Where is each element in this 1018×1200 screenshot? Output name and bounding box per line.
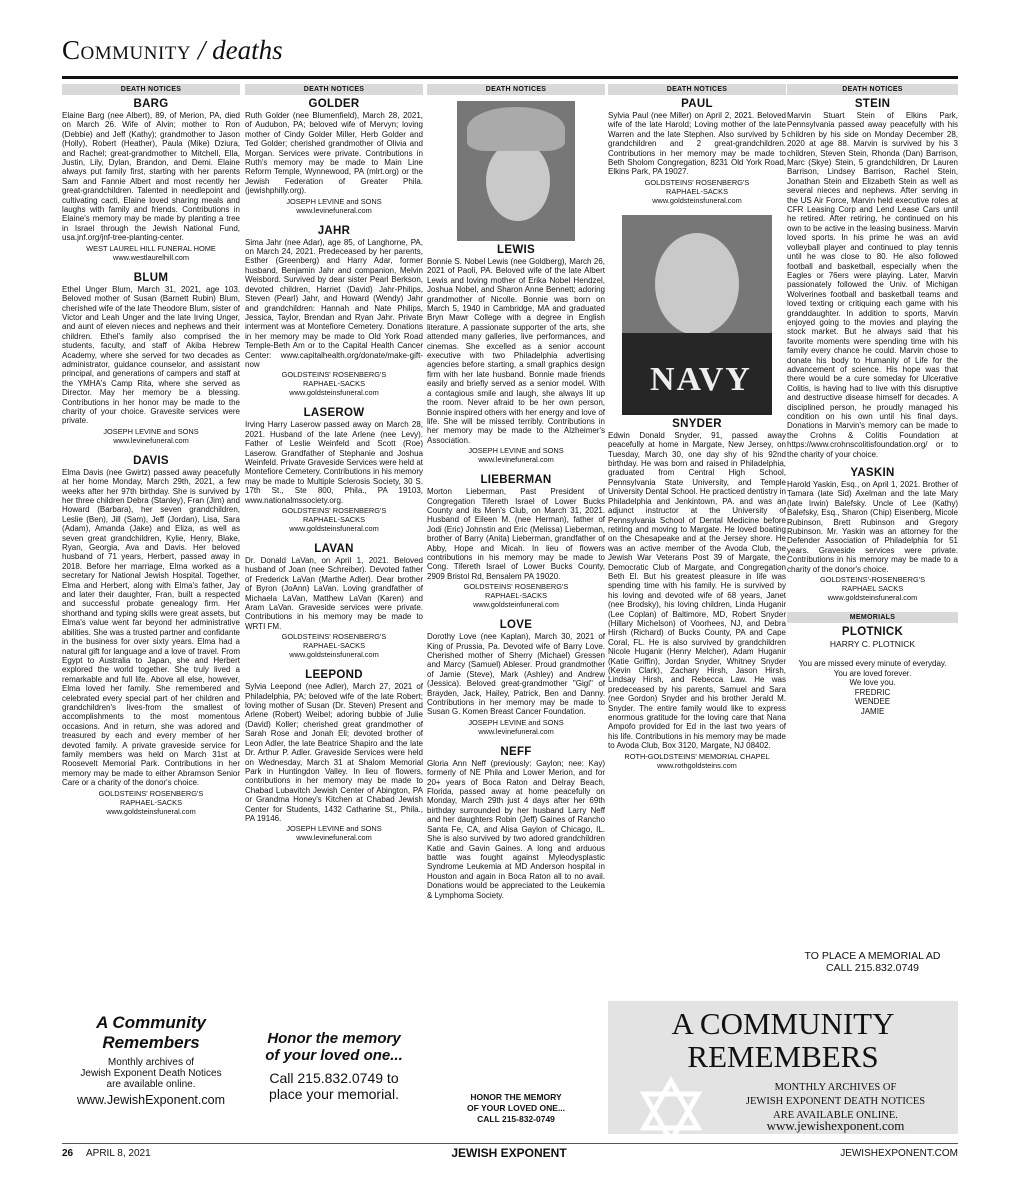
notice-sig-jahr: GOLDSTEINS' ROSENBERG'S RAPHAEL-SACKS www.goldsteinsfuneral.com xyxy=(281,370,387,398)
notice-sig-leepond: JOSEPH LEVINE and SONS www.levinefuneral.com xyxy=(286,824,382,843)
memorial-ad-line-2: CALL 215.832.0749 xyxy=(825,962,920,974)
notice-text-golder: Ruth Golder (nee Blumenfield), March 28, 2021, of Audubon, PA; beloved wife of Mervyn; loving mother of Cindy Golder Miller, Herb Golder and Ted Golder; cherished grandmother of Olivia and Morgan. Services were private. Contributions in Ruth's memory may be made to Main Line Reform Temple, Wynnewood, PA (mlrt.org) or the Jewish Federation of Greater Phila. (jewishphilly.org). xyxy=(245,111,423,196)
section-title: Community xyxy=(62,35,192,65)
page-number: 26 xyxy=(62,1148,74,1159)
lewis-photo-hat xyxy=(467,107,565,151)
promo-line-1: Monthly archives of xyxy=(107,1057,195,1068)
notice-text-snyder: Edwin Donald Snyder, 91, passed away peacefully at home in Margate, New Jersey, on Tuesday, March 30, one day shy of his 92nd birthday. He was born and raised in Philadelphia, graduated from Central High School, Pennsylvania State University, and Temple University Dental School. He practiced dentistry in Philadelphia and Jenkintown, PA. and was an adjunct instructor at the University of Pennsylvania School of Dental Medicine before retiring and moving to Margate. He loved boating on the Chesapeake and at the Jersey shore. He was an active member of the Avoda Club, the Jewish War Veterans Post 39 of Margate, the Democratic Club of Margate, and Congregation Beth El. But his greatest pleasure in life was spending time with his family. He is survived by his loving and devoted wife of 68 years, Janet (nee Brodsky), his loving children, Linda Huganir (Lee Coplan) of Baltimore, MD, Robert Snyder (Hillary Michelson) of Voorhees, NJ, and Debra Hirsh (Richard) of Bucks County, PA and Cape Coral, FL. He is also survived by grandchildren Nicole Huganir (Henry Melcher), Adam Huganir (Katie Griffin), Jordan Snyder, Whitney Snyder (Kevin Clark), Zachary Hirsh, Jason Hirsh, Lindsay Hirsh, and Rebecca Law. He was predeceased by his parents, Samuel and Sara (nee Gordon) Snyder and his brother Jerald M. Snyder. The entire family would like to express enormous gratitude for the loving care that Nana Ampofo provided for Ed in the last two years of his life. Contributions in his memory may be made to Avoda Club, Box 3120, Margate, NJ 08402. xyxy=(608,430,786,751)
notice-text-love: Dorothy Love (nee Kaplan), March 30, 2021 of King of Prussia, Pa. Devoted wife of Barry Love. Cherished mother of Sherry (Michael) Gressen and Marcy (Samuel) Ableser. Proud grandmother of Jamie (Steve), Mark (Ashley) and Andrew (Jessica). Beloved great-grandmother "Gigi" of Brayden, Jack, Hailey, Patrick, Ben and Danny. Contributions in her memory may be made to Susan G. Komen Breast Cancer Foundation. xyxy=(427,632,605,717)
notice-name-paul: PAUL xyxy=(681,98,713,110)
notice-sig-lewis: JOSEPH LEVINE and SONS www.levinefuneral.com xyxy=(468,446,564,465)
issue-date: APRIL 8, 2021 xyxy=(86,1148,151,1159)
column-4 xyxy=(608,84,786,780)
notice-text-stein: Marvin Stuart Stein of Elkins Park, Pennsylvania passed away peacefully with his children by his side on Monday December 28, 2020 at age 88. Marvin is survived by his 3 children, Steven Stein, Rhonda (Dan) Barrison, Marc (Skye) Stein, 5 grandchildren, Dr Lauren Barrison, Lindsey Barrison, Rachel Stein, Jonathan Stein and Elizabeth Stein as well as several nieces and nephews. After serving in the US Air Force, Marvin held executive roles at CFR Leasing Corp and Lend Lease Cars until he retired. After retiring, he continued on his own to be active in the leasing business. Marvin loved sports. In his prime he was an avid volleyball player and continued to play tennis until he was close to 80. He also followed football and basketball, especially when the Eagles or 76ers were playing. Later, Marvin passionately followed the Univ. of Michigan Wolverines football and basketball teams and loved texting or critiquing each game with his granddaughter. In addition to sports, Marvin enjoyed going to the movies and playing the stock market. But he always said that his favorite moments were spending time with his family every chance he could. Marvin chose to donate his body to Humanity of Life for the advancement of science. His hope was that there would be a cure someday for Ulcerative Colitis, is having had to live with this disruptive and destructive disease himself for decades. A disciplined person, he proudly managed his condition on his own until his final days. Donations in Marvin's memory can be made to the Crohns & Colitis Foundation at https://www.crohnscolitisfoundation.org/ or to the charity of your choice. xyxy=(787,111,958,459)
notice-name-lavan: LAVAN xyxy=(314,543,354,555)
header-rule xyxy=(62,76,958,79)
notice-sig-lieberman: GOLDSTEINS' ROSENBERG'S RAPHAEL-SACKS www.goldsteinfuneral.com xyxy=(463,582,569,610)
notice-sig-love: JOSEPH LEVINE and SONS www.levinefuneral.com xyxy=(468,717,564,736)
notice-name-jahr: JAHR xyxy=(317,224,351,237)
notice-name-barg: BARG xyxy=(133,98,169,110)
band-death-notices: DEATH NOTICES xyxy=(245,84,423,95)
notice-text-barg: Elaine Barg (nee Albert), 89, of Merion, PA, died on March 26. Wife of Alvin; mother to Ron (Debbie) and Jeff (Kathy); grandmother to Jason (Holly), Robert (Heather), Paula (Mike) Dziura, and Rachel; great-grandmother to Mitchell, Ella, Justin, Lily, Dylan, Brandon, and Demi. Elaine always put family first, starting with her parents Sam and Fannie Albert and most recently her great-grandchildren. Talented in needlepoint and cultivating cacti, Elaine loved sharing meals and laughs with family and friends. Contributions in Elaine's memory may be made by planting a tree in Israel through the Jewish National Fund, usa.jnf.org/jnf-tree-planting-center. xyxy=(62,111,240,243)
section-subtitle: deaths xyxy=(212,35,283,65)
notice-text-yaskin: Harold Yaskin, Esq., on April 1, 2021. Brother of Tamara (late Sid) Axelman and the late Mary (late Irwin) Balefsky. Uncle of Lee (Kathy) Balefsky, Esq., Sharon (Chip) Eisenberg, Micole Rubinson, Brett Rubinson and Gregory Rubinson. Mr. Yaskin was an attorney for the Defender Association of Philadelphia for 51 years. Graveside services were private. Contributions in his memory may be made to a charity of the donor's choice. xyxy=(787,480,958,574)
notice-sig-laserow: GOLDSTEINS' ROSENBERG'S RAPHAEL-SACKS www.goldsteinsfuneral.com xyxy=(281,506,387,533)
notice-sig-golder: JOSEPH LEVINE and SONS www.levinefuneral.com xyxy=(286,196,382,215)
ad-url[interactable]: www.jewishexponent.com xyxy=(766,1118,905,1133)
notice-name-blum: BLUM xyxy=(133,271,169,284)
ad-title-2: REMEMBERS xyxy=(687,1039,879,1074)
promo-line-2: Jewish Exponent Death Notices xyxy=(80,1068,222,1079)
notice-text-jahr: Sima Jahr (nee Adar), age 85, of Langhorne, PA, on March 24, 2021. Predeceased by her parents, Esther (Greenberg) and Harry Adar, former husband, Benjamin Jahr and companion, Melvin Weisbord. Survived by dear sister Pearl Berkson, devoted children, Harriet (David) Jahr-Philips, Steven (Pearl) Jahr, and Howard (Wendy) Jahr and grandchildren: Hannah and Nate Philips, Jessica, Taylor, Brendan and Ryan Jahr. Private interment was at Montefiore Cemetery. Donations in her memory may be made to Old York Road Temple-Beth Am or to the Capital Health Cancer Center: www.capitalhealth.org/donate/make-gift-now xyxy=(245,237,423,369)
band-death-notices: DEATH NOTICES xyxy=(62,84,240,95)
ad-line-2: JEWISH EXPONENT DEATH NOTICES xyxy=(745,1096,926,1107)
promo-url[interactable]: www.JewishExponent.com xyxy=(77,1093,225,1107)
notice-sig-lavan: GOLDSTEINS' ROSENBERG'S RAPHAEL-SACKS www.goldsteinsfuneral.com xyxy=(281,632,387,660)
ad-title-1: A COMMUNITY xyxy=(671,1006,895,1041)
community-remembers-ad xyxy=(608,1001,958,1134)
notice-text-davis: Elma Davis (nee Gwirtz) passed away peacefully at her home Monday, March 29th, 2021, a few weeks after her 97th birthday. She is survived by her three children Debra (Stanley), Fran (Jim) and Howard (Barbara), her seven grandchildren, Leslie (Ben), Jill (Sam), Jeff (Jordan), Lisa, Sara (Adam), Amanda (Jake) and Eliza, as well as seven great grandchildren, Kylie, Henry, Blake, Ryan, Georgia, Ava and Davis. Her beloved husband of 71 years, Herbert, passed away in 2018. Before her marriage, Elma worked as a secretary for National Jewish Hospital. Together, Elma and Herbert, along with Elma's father, Jay and later their daughter, Fran, built a respected and successful probate genealogy firm. Her shorthand and typing skills were great assets, but Elma's value went far beyond her administrative abilities. She was a trusted partner and confidante in the business for over sixty years. Elma had a natural gift for language and a love of travel. From Egypt to Australia to Japan, she and Herbert explored the world together. She truly lived a remarkable and full life. Above all else, however, Elma loved her family. She remembered and celebrated every special part of her children and grandchildren's lives-from the smallest of accomplishments to the most momentous occasions. And in return, she was adored and treasured by each and every member of her devoted family. A private graveside service for family members was held on March 31st at Roosevelt Memorial Park. Contributions in her memory may be made to either Abramson Senior Care or a charity of the donor's choice. xyxy=(62,467,240,788)
star-of-david-icon xyxy=(636,1076,706,1146)
notice-text-lewis: Bonnie S. Nobel Lewis (nee Goldberg), March 26, 2021 of Paoli, PA. Beloved wife of the late Albert Lewis and loving mother of Erika Nobel Hendzel, Joshua Nobel, and Sharon Anne Bennett; adoring grandmother of Nicolle. Bonnie was born on March 5, 1940 in Cambridge, MA and graduated Bryn Mawr College with a degree in English literature. A passionate supporter of the arts, she attended many galleries, live performances, and cinemas. She excelled as a senior account executive with two Philadelphia advertising agencies before starting, a small graphics design firm with her late husband. Bonnie made friends easily and briefly served as a senior model. With a contagious smile and laugh, she always lit up the room. Never afraid to be her own person, Bonnie inspired others with her energy and love of life. She will be missed terribly. Contributions in her memory may be made to the Alzheimer's Association. xyxy=(427,257,605,445)
ad-line-3: ARE AVAILABLE ONLINE. xyxy=(773,1110,898,1121)
notice-name-lewis: LEWIS xyxy=(497,244,535,256)
column-1 xyxy=(62,84,240,826)
honor-title-1: Honor the memory xyxy=(267,1030,401,1047)
band-death-notices: DEATH NOTICES xyxy=(787,84,958,95)
notice-name-leepond: LEEPOND xyxy=(305,669,363,682)
promo-memorial-ad xyxy=(787,950,958,974)
notice-sig-davis: GOLDSTEINS' ROSENBERG'S RAPHAEL-SACKS www.goldsteinsfuneral.com xyxy=(98,788,204,816)
notice-name-neff: NEFF xyxy=(500,745,532,758)
notice-text-blum: Ethel Unger Blum, March 31, 2021, age 103. Beloved mother of Susan (Barnett Rubin) Blum, cherished wife of the late Theodore Blum, sister of Victor and Leah Unger and the late Irving Unger, and aunt of eleven nieces and nephews and their children. Ethel's family also comprised the students, faculty, and staff of Akiba Hebrew Academy, where she served for two decades as administrator, guidance counselor, and assistant principal, and generations of campers and staff at the YMHA's Camp Rita, where she served as Director. May her memory be a blessing. Contributions in her honor may be made to the charity of your choice. Gravesite services were private. xyxy=(62,284,240,426)
notice-text-lavan: Dr. Donald LaVan, on April 1, 2021. Beloved husband of Joan (nee Schreiber). Devoted father of Frederick LaVan (Marthe Adler). Dear brother of Byron (JoAnn) LaVan. Loving grandfather of Michaela LaVan, Matthew LaVan (Karen) and Aram LaVan. Graveside services were private. Contributions in his memory may be made to WRTI FM. xyxy=(245,556,423,631)
notice-name-laserow: LASEROW xyxy=(303,407,365,420)
ad-line-1: MONTHLY ARCHIVES OF xyxy=(774,1082,897,1093)
notice-text-leepond: Sylvia Leepond (nee Adler), March 27, 2021 of Philadelphia, PA; beloved wife of the late Robert; loving mother of Susan (Dr. Steven) Present and Arlene (Robert) Weibel; adoring bubbie of Julie (David) Koller; cherished great grandmother of Sarah Rose and Jonah Eli; devoted brother of Leon Adler, the late Beatrice Shapiro and the late Dr. Arthur P. Adler. Graveside Services were held on Wednesday, March 31 at Shalom Memorial Park in Huntingdon Valley. In lieu of flowers, contributions in her memory may be made to Chabad Lubavitch Jewish Center of Abington, PA or Grandma Honey's Kitchen at Chabad Jewish Center for Students, 1432 Catharine St., Phila., PA 19146. xyxy=(245,682,423,823)
honor-line-1: Call 215.832.0749 to xyxy=(269,1070,399,1086)
notice-name-love: LOVE xyxy=(499,619,533,632)
footer-rule xyxy=(62,1143,958,1144)
column-2 xyxy=(245,84,423,852)
notice-sig-snyder: ROTH-GOLDSTEINS' MEMORIAL CHAPEL www.rothgoldsteins.com xyxy=(624,751,770,770)
promo-line-3: are available online. xyxy=(106,1079,196,1090)
notice-sig-paul: GOLDSTEINS' ROSENBERG'S RAPHAEL-SACKS www.goldsteinsfuneral.com xyxy=(644,177,750,205)
promo-community-remembers xyxy=(62,1013,240,1107)
snyder-photo-shirt-print: NAVY xyxy=(650,360,752,398)
promo-honor-memory xyxy=(245,1030,423,1102)
section-header xyxy=(62,35,283,66)
honor-call-3: CALL 215-832-0749 xyxy=(477,1114,555,1124)
band-memorials: MEMORIALS xyxy=(787,612,958,623)
notice-text-neff: Gloria Ann Neff (previously: Gaylon; nee: Kay) formerly of NE Phila and Lower Merion, and for 20+ years of Boca Raton and Delray Beach, Florida, passed away at home peacefully on Monday, March 29th just 4 days after her 69th birthday surrounded by her husband Larry Neff and her daughters Robin (Jeff) Gaines of Rancho Santa Fe, CA, and Alisa Gaylon of Chicago, IL. She is also survived by two adored grandchildren Katie and Gavin Gaines. A long and arduous battle was fought against Myleodysplastic Syndrome Leukemia at MD Anderson hospital in Houston and again in Boca Raton all to no avail. Donations would be appreciated to the Leukemia & Lymphoma Society. xyxy=(427,758,605,900)
notice-name-davis: DAVIS xyxy=(133,454,169,467)
lewis-photo xyxy=(457,101,575,241)
memorial-ad-line-1: TO PLACE A MEMORIAL AD xyxy=(804,950,941,962)
notice-sig-barg: WEST LAUREL HILL FUNERAL HOME www.westlaurelhill.com xyxy=(86,243,216,262)
notice-name-yaskin: YASKIN xyxy=(850,467,895,480)
promo-title-1: A Community xyxy=(96,1013,206,1032)
website[interactable]: JEWISHEXPONENT.COM xyxy=(840,1148,958,1159)
memorial-subname: HARRY C. PLOTNICK xyxy=(829,639,916,650)
honor-call-2: OF YOUR LOVED ONE... xyxy=(466,1103,566,1113)
notice-name-snyder: SNYDER xyxy=(672,417,722,430)
column-3 xyxy=(427,84,605,900)
band-death-notices: DEATH NOTICES xyxy=(427,84,605,95)
notice-name-stein: STEIN xyxy=(854,98,891,110)
notice-name-golder: GOLDER xyxy=(308,98,360,110)
column-5 xyxy=(787,84,958,727)
band-death-notices: DEATH NOTICES xyxy=(608,84,786,95)
honor-line-2: place your memorial. xyxy=(269,1086,399,1102)
notice-text-laserow: Irving Harry Laserow passed away on March 28, 2021. Husband of the late Arlene (nee Levy). Father of Leslie Weinfeld and Scott (Roe) Laserow. Grandfather of Stephanie and Joshua Weinfeld. Private Graveside Services were held at Montefiore Cemetery. Contributions in his memory may be made to Multiple Sclerosis Society, 30 S. 17th St., Ste 800, Phila., PA 19103, www.nationalmssociety.org. xyxy=(245,420,423,505)
snyder-photo-face xyxy=(655,233,739,335)
notice-sig-blum: JOSEPH LEVINE and SONS www.levinefuneral.com xyxy=(103,426,199,445)
memorial-name: PLOTNICK xyxy=(841,626,904,639)
section-separator: / xyxy=(191,35,213,65)
snyder-photo xyxy=(622,215,772,415)
honor-title-2: of your loved one... xyxy=(265,1047,403,1064)
newspaper-name: JEWISH EXPONENT xyxy=(451,1146,567,1160)
notice-text-lieberman: Morton Lieberman, Past President of Congregation Tifereth Israel of Lower Bucks County and its Men's Club, on March 31, 2021. Husband of Eileen M. (nee Herman), father of Jodi (Eric) Johnstin and Eric (Melissa) Lieberman, brother of Barry (Anita) Lieberman, grandfather of Abby, Hope and Micah. In lieu of flowers contributions in his memory may be made to Cong. Tifereth Israel of Lower Bucks County, 2909 Bristol Rd, Bensalem PA 19020. xyxy=(427,487,605,581)
notice-name-lieberman: LIEBERMAN xyxy=(480,474,552,487)
lewis-photo-face xyxy=(486,141,550,221)
promo-honor-call xyxy=(427,1092,605,1125)
promo-title-2: Remembers xyxy=(102,1033,200,1052)
notice-sig-yaskin: GOLDSTEINS'-ROSENBERG'S RAPHAEL SACKS www.goldsteinsfuneral.com xyxy=(819,575,926,603)
memorial-lines: You are missed every minute of everyday. You are loved forever. We love you. FREDRIC WENDEE JAMIE xyxy=(798,659,947,717)
notice-text-paul: Sylvia Paul (nee Miller) on April 2, 2021. Beloved wife of the late Harold; Loving mother of the late Warren and the late Stephen. Also survived by 5 grandchildren and 2 great-grandchildren. Contributions in her memory may be made to Beth Sholom Congregation, 8231 Old York Road, Elkins Park, PA 19027. xyxy=(608,111,786,177)
honor-call-1: HONOR THE MEMORY xyxy=(470,1092,562,1102)
